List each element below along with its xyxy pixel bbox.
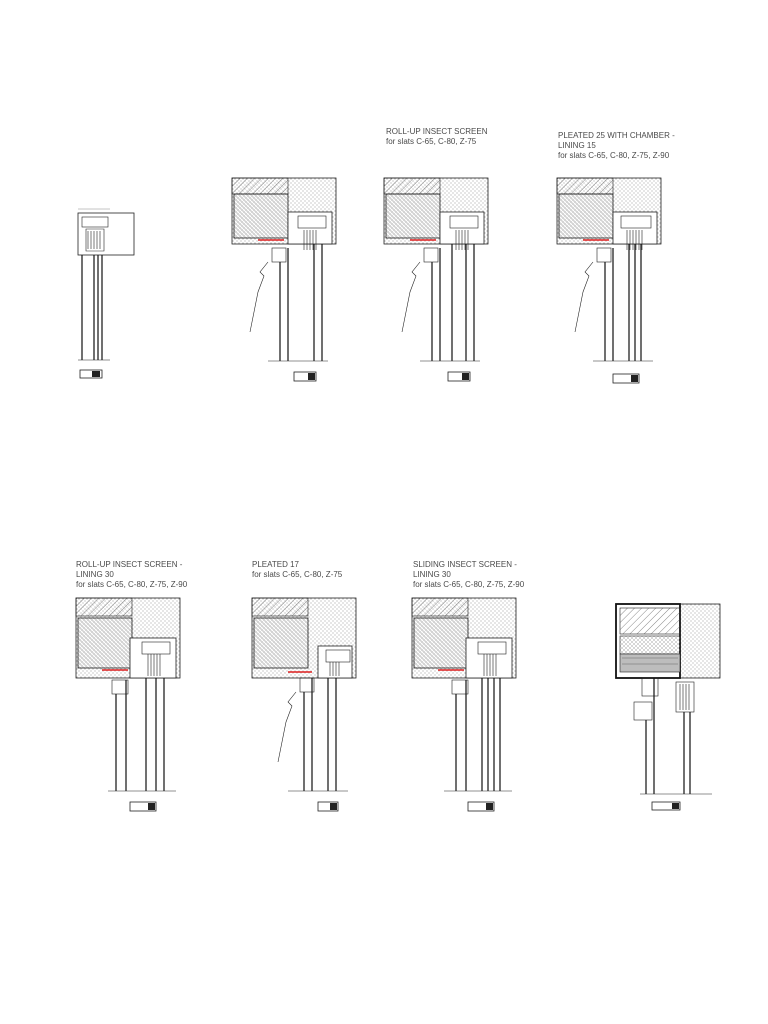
detail-title-d7: SLIDING INSECT SCREEN - LINING 30 for slats C-65, C-80, Z-75, Z-90 <box>413 560 525 589</box>
detail-drawing-d3 <box>380 176 492 386</box>
detail-drawing-d2 <box>228 176 340 386</box>
detail-drawing-d7 <box>408 596 520 816</box>
detail-title-d3: ROLL-UP INSECT SCREEN for slats C-65, C-80, Z-75 <box>386 127 488 146</box>
detail-title-d4: PLEATED 25 WITH CHAMBER - LINING 15 for slats C-65, C-80, Z-75, Z-90 <box>558 131 675 160</box>
detail-title-d6: PLEATED 17 for slats C-65, C-80, Z-75 <box>252 560 343 579</box>
detail-drawing-d6 <box>248 596 360 816</box>
detail-drawing-d4 <box>553 176 665 386</box>
detail-drawing-d1 <box>70 205 140 385</box>
detail-drawing-d5 <box>72 596 184 816</box>
detail-drawing-d8 <box>612 602 724 816</box>
detail-title-d5: ROLL-UP INSECT SCREEN - LINING 30 for slats C-65, C-80, Z-75, Z-90 <box>76 560 188 589</box>
